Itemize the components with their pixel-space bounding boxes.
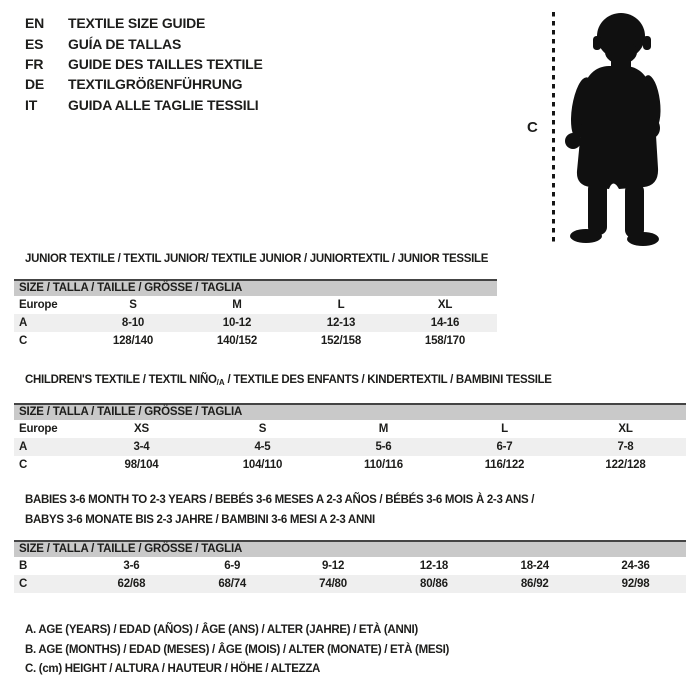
size-cell: L xyxy=(501,423,508,435)
size-cell: S xyxy=(258,423,267,435)
height-measure-dashed-line xyxy=(552,12,555,245)
height-measure-label: C xyxy=(527,119,538,136)
age-cell: 9-12 xyxy=(321,560,345,572)
height-cell: 116/122 xyxy=(484,459,525,471)
table-row-europe xyxy=(14,296,497,314)
table-row-height xyxy=(14,332,497,350)
size-cell: M xyxy=(378,423,389,435)
junior-section-title: JUNIOR TEXTILE / TEXTIL JUNIOR/ TEXTILE JUNIOR / JUNIORTEXTIL / JUNIOR TESSILE xyxy=(25,253,489,265)
age-cell: 6-9 xyxy=(224,560,241,572)
row-label: A xyxy=(19,317,28,329)
table-row-europe xyxy=(14,420,686,438)
legend-line-c: C. (cm) HEIGHT / ALTURA / HAUTEUR / HÖHE / ALTEZZA xyxy=(25,663,321,675)
language-guide-title: GUÍA DE TALLAS xyxy=(68,35,182,52)
height-cell: 104/110 xyxy=(242,459,283,471)
children-section-title xyxy=(25,373,552,390)
language-row xyxy=(25,74,263,94)
language-code: FR xyxy=(25,55,44,72)
size-header-row: SIZE / TALLA / TAILLE / GRÖSSE / TAGLIA xyxy=(14,403,686,420)
table-row-age xyxy=(14,438,686,456)
junior-size-table xyxy=(14,279,497,350)
height-cell: 140/152 xyxy=(216,335,258,347)
height-cell: 110/116 xyxy=(364,459,403,471)
height-cell: 68/74 xyxy=(218,578,247,590)
age-cell: 18-24 xyxy=(520,560,549,572)
table-row-height xyxy=(14,575,686,593)
language-row xyxy=(25,54,263,74)
size-cell: XL xyxy=(437,299,453,311)
row-label: C xyxy=(19,335,28,347)
row-label: C xyxy=(19,578,28,590)
language-row xyxy=(25,95,263,115)
language-guide-title: GUIDA ALLE TAGLIE TESSILI xyxy=(68,96,259,113)
children-title-pre: CHILDREN'S TEXTILE / TEXTIL NIÑO xyxy=(25,374,217,386)
language-list xyxy=(25,13,263,115)
row-label: C xyxy=(19,459,28,471)
size-cell: M xyxy=(232,299,242,311)
children-title-post: / TEXTILE DES ENFANTS / KINDERTEXTIL / BAMBINI TESSILE xyxy=(224,374,552,386)
table-row-height xyxy=(14,456,686,474)
age-cell: 7-8 xyxy=(617,441,634,453)
size-cell: XL xyxy=(618,423,633,435)
size-cell: XS xyxy=(134,423,149,435)
toddler-silhouette-icon xyxy=(563,9,668,249)
height-cell: 62/68 xyxy=(117,578,146,590)
row-label: Europe xyxy=(19,423,58,435)
age-cell: 3-4 xyxy=(133,441,150,453)
age-cell: 12-13 xyxy=(326,317,356,329)
children-title-subscript: /A xyxy=(216,378,225,387)
language-guide-title: GUIDE DES TAILLES TEXTILE xyxy=(68,55,263,72)
row-label: Europe xyxy=(19,299,58,311)
language-code: IT xyxy=(25,96,38,113)
height-cell: 74/80 xyxy=(319,578,347,590)
babies-title-line2: BABYS 3-6 MONATE BIS 2-3 JAHRE / BAMBINI 3-6 MESI A 2-3 ANNI xyxy=(25,513,375,526)
age-cell: 12-18 xyxy=(419,560,449,572)
height-cell: 80/86 xyxy=(420,578,448,590)
babies-size-table xyxy=(14,540,686,593)
size-header-row: SIZE / TALLA / TAILLE / GRÖSSE / TAGLIA xyxy=(14,540,686,557)
age-cell: 5-6 xyxy=(375,441,392,453)
children-size-table xyxy=(14,403,686,474)
height-cell: 158/170 xyxy=(424,335,466,347)
height-cell: 122/128 xyxy=(605,459,646,471)
height-cell: 86/92 xyxy=(520,578,549,590)
row-label: B xyxy=(19,560,28,572)
age-cell: 14-16 xyxy=(430,317,460,329)
row-label: A xyxy=(19,441,28,453)
height-cell: 98/104 xyxy=(124,459,159,471)
age-cell: 10-12 xyxy=(222,317,252,329)
age-cell: 4-5 xyxy=(254,441,271,453)
measure-legend xyxy=(25,621,449,680)
table-row-age xyxy=(14,314,497,332)
table-row-age-months xyxy=(14,557,686,575)
babies-title-line1: BABIES 3-6 MONTH TO 2-3 YEARS / BEBÉS 3-6 MESES A 2-3 AÑOS / BÉBÉS 3-6 MOIS À 2-3 ANS / xyxy=(25,494,535,506)
language-guide-title: TEXTILGRÖßENFÜHRUNG xyxy=(68,76,243,93)
language-guide-title: TEXTILE SIZE GUIDE xyxy=(68,15,206,32)
legend-line-b: B. AGE (MONTHS) / EDAD (MESES) / ÂGE (MOIS) / ALTER (MONATE) / ETÀ (MESI) xyxy=(25,643,450,656)
age-cell: 3-6 xyxy=(123,560,140,572)
size-cell: S xyxy=(129,299,137,311)
size-cell: L xyxy=(337,299,345,311)
language-row xyxy=(25,33,263,53)
babies-section-title xyxy=(25,491,534,530)
age-cell: 24-36 xyxy=(621,560,650,572)
height-cell: 152/158 xyxy=(320,335,362,347)
age-cell: 6-7 xyxy=(496,441,513,453)
language-code: DE xyxy=(25,76,45,93)
language-code: EN xyxy=(25,15,45,32)
legend-line-a: A. AGE (YEARS) / EDAD (AÑOS) / ÂGE (ANS) / ALTER (JAHRE) / ETÀ (ANNI) xyxy=(25,624,418,636)
language-code: ES xyxy=(25,35,44,52)
age-cell: 8-10 xyxy=(121,317,145,329)
height-cell: 92/98 xyxy=(621,578,650,590)
language-row xyxy=(25,13,263,33)
size-header-row: SIZE / TALLA / TAILLE / GRÖSSE / TAGLIA xyxy=(14,279,497,296)
height-cell: 128/140 xyxy=(112,335,154,347)
